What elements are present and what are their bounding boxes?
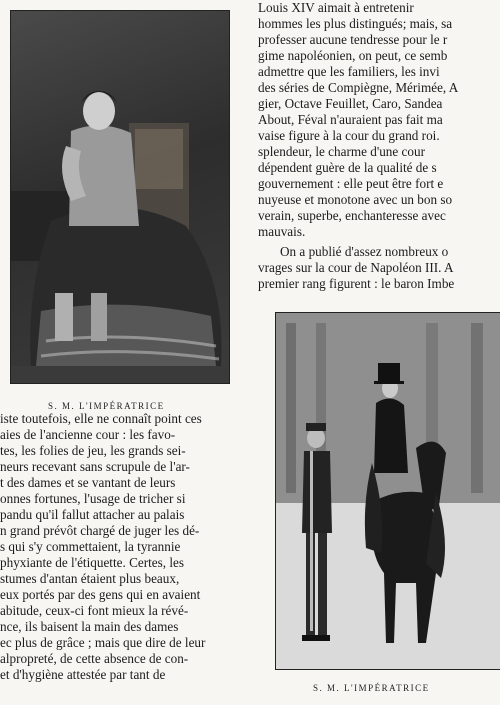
- text-line: abitude, ceux-ci font mieux la révé-: [0, 603, 189, 618]
- text-line: On a publié d'assez nombreux o: [280, 244, 449, 259]
- text-line: pandu qu'il fallut attacher au palais: [0, 507, 185, 522]
- text-line: tes, les folies de jeu, les grands sei-: [0, 443, 186, 458]
- text-line: aies de l'ancienne cour : les favo-: [0, 427, 176, 442]
- text-line: vrages sur la cour de Napoléon III. A: [258, 260, 454, 275]
- text-line: s qui s'y commettaient, la tyrannie: [0, 539, 181, 554]
- text-line: n grand prévôt chargé de juger les dé-: [0, 523, 200, 538]
- text-line: phyxiante de l'étiquette. Certes, les: [0, 555, 185, 570]
- text-line: About, Féval n'auraient pas fait ma: [258, 112, 443, 127]
- text-line: gouvernement : elle peut être fort e: [258, 176, 444, 191]
- text-line: eux portés par des gens qui en avaient: [0, 587, 201, 602]
- text-line: mauvais.: [258, 224, 306, 239]
- seated-portrait-illustration: [11, 11, 229, 383]
- text-line: des séries de Compiègne, Mérimée, A: [258, 80, 459, 95]
- empress-on-horse-photo: [275, 312, 500, 670]
- text-line: onnes fortunes, l'usage de tricher si: [0, 491, 186, 506]
- text-line: hommes les plus distingués; mais, sa: [258, 16, 453, 31]
- text-line: nce, ils baisent la main des dames: [0, 619, 179, 634]
- photo-caption: S. M. L'IMPÉRATRICE: [48, 401, 165, 411]
- text-line: gier, Octave Feuillet, Caro, Sandea: [258, 96, 443, 111]
- text-line: et d'hygiène attestée par tant de: [0, 667, 166, 682]
- text-line: Louis XIV aimait à entretenir: [258, 0, 414, 15]
- text-line: professer aucune tendresse pour le r: [258, 32, 448, 47]
- text-line: vaise figure à la cour du grand roi.: [258, 128, 440, 143]
- text-line: admettre que les familiers, les invi: [258, 64, 440, 79]
- text-line: ec plus de grâce ; mais que dire de leur: [0, 635, 206, 650]
- text-line: verain, superbe, enchanteresse avec: [258, 208, 446, 223]
- text-line: nuyeuse et monotone avec un bon so: [258, 192, 453, 207]
- text-line: splendeur, le charme d'une cour: [258, 144, 425, 159]
- photo-caption: S. M. L'IMPÉRATRICE: [313, 683, 430, 693]
- text-line: neurs recevant sans scrupule de l'ar-: [0, 459, 190, 474]
- text-line: t des dames et se vantant de leurs: [0, 475, 176, 490]
- empress-seated-photo: [10, 10, 230, 384]
- right-text-column: [258, 0, 500, 292]
- text-line: stumes d'antan étaient plus beaux,: [0, 571, 180, 586]
- text-line: gime napoléonien, on peut, ce semb: [258, 48, 448, 63]
- text-line: iste toutefois, elle ne connaît point ces: [0, 411, 202, 426]
- text-line: alpropreté, de cette absence de con-: [0, 651, 189, 666]
- left-text-column: [0, 411, 244, 705]
- equestrian-photo-illustration: [276, 313, 500, 669]
- text-line: dépendent guère de la qualité de s: [258, 160, 437, 175]
- text-line: premier rang figurent : le baron Imbe: [258, 276, 455, 291]
